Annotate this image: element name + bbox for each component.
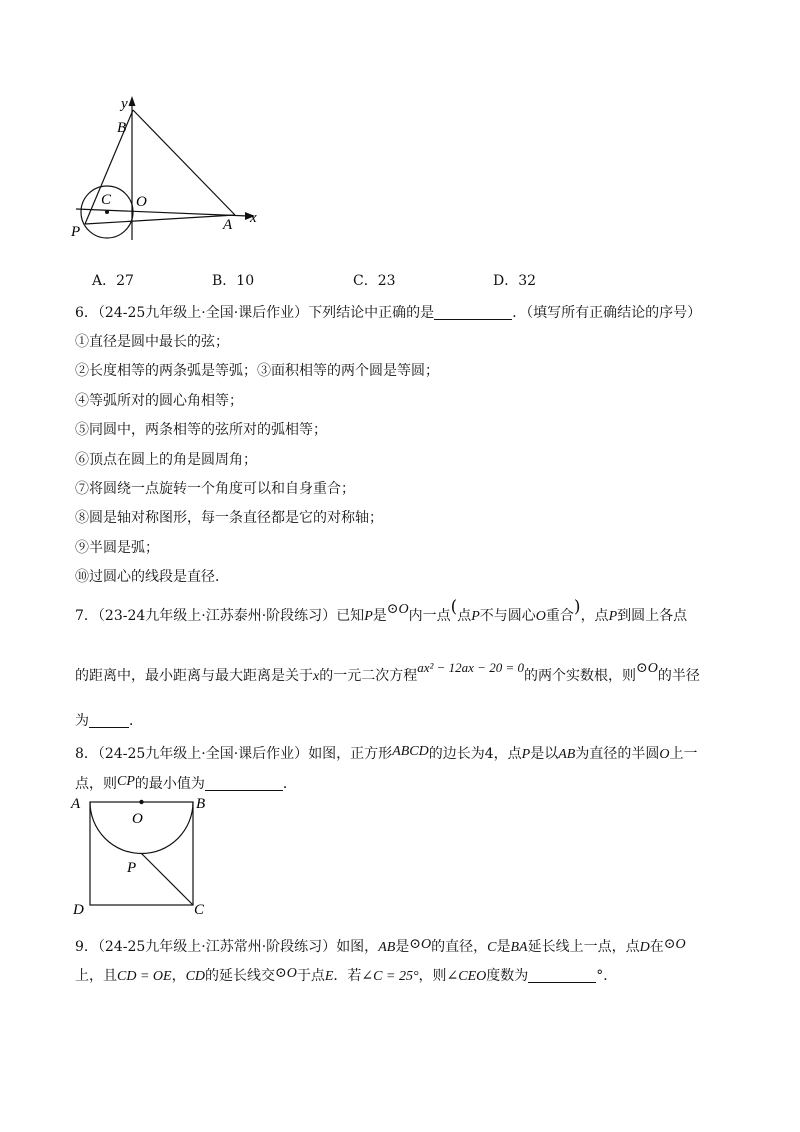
var-ba: BA bbox=[510, 940, 528, 955]
text: 点，则 bbox=[75, 776, 117, 792]
text: 不与圆心 bbox=[479, 608, 536, 624]
coordinate-figure bbox=[60, 92, 270, 242]
label-a: A bbox=[71, 796, 81, 812]
text: 为直径的半圆 bbox=[575, 746, 660, 762]
var-p: P bbox=[608, 609, 618, 624]
q7-line-3 bbox=[75, 712, 143, 730]
var-cp: CP bbox=[117, 774, 135, 789]
text: 上，且 bbox=[75, 968, 117, 984]
var-abcd: ABCD bbox=[392, 744, 429, 759]
circle-o-symbol: ⊙O bbox=[663, 937, 686, 952]
text: 是 bbox=[496, 939, 511, 955]
text: ，点 bbox=[580, 608, 609, 624]
paren-right: ) bbox=[573, 597, 581, 617]
text: ．若 bbox=[333, 968, 362, 984]
var-cd: CD bbox=[185, 969, 206, 984]
q6-item: ⑨半圆是弧； bbox=[75, 540, 159, 556]
angle-ceo: ∠CEO bbox=[446, 969, 487, 984]
q9-line-1 bbox=[75, 938, 686, 957]
square-semicircle-figure bbox=[66, 792, 216, 922]
var-o: O bbox=[659, 747, 670, 762]
equation: ax² − 12ax − 20 = 0 bbox=[417, 660, 524, 675]
label-p: P bbox=[127, 860, 137, 876]
text: 延长线上一点，点 bbox=[527, 939, 640, 955]
text: 内一点 bbox=[408, 608, 451, 624]
text: 的距离中，最小距离与最大距离是关于 bbox=[75, 668, 313, 684]
text: °． bbox=[596, 968, 618, 984]
var-x: x bbox=[313, 669, 320, 684]
text: ，则 bbox=[418, 968, 447, 984]
var-o: O bbox=[535, 609, 546, 624]
text: 是 bbox=[395, 939, 410, 955]
option-c[interactable]: C．23 bbox=[353, 273, 396, 289]
q7-number: 7． bbox=[75, 608, 98, 624]
option-a[interactable]: A．27 bbox=[92, 273, 134, 289]
q9-source: （24-25九年级上·江苏常州·阶段练习） bbox=[97, 939, 337, 955]
text: 是 bbox=[372, 608, 387, 624]
q7-line-1 bbox=[75, 597, 688, 626]
equation-cd-oe: CD = OE bbox=[117, 969, 172, 984]
label-c: C bbox=[194, 902, 205, 918]
label-a: A bbox=[223, 217, 233, 233]
text: 的半径 bbox=[657, 668, 700, 684]
text: 度数为 bbox=[486, 968, 529, 984]
point-c bbox=[105, 210, 109, 214]
text: 的两个实数根，则 bbox=[523, 668, 636, 684]
q9-answer-blank[interactable] bbox=[528, 968, 596, 983]
q9-number: 9． bbox=[75, 939, 98, 955]
text: 的边长为 bbox=[428, 746, 485, 762]
text: 重合 bbox=[545, 608, 574, 624]
var-d: D bbox=[639, 940, 650, 955]
label-b: B bbox=[117, 120, 127, 136]
var-ab: AB bbox=[558, 747, 576, 762]
q7-source: （23-24九年级上·江苏泰州·阶段练习） bbox=[97, 608, 337, 624]
label-b: B bbox=[196, 796, 206, 812]
x-axis bbox=[76, 209, 248, 216]
q6-stem-text: 下列结论中正确的是 bbox=[308, 305, 435, 321]
label-x: x bbox=[250, 210, 257, 226]
text: 上一 bbox=[669, 746, 698, 762]
q6-item: ⑩过圆心的线段是直径． bbox=[75, 569, 229, 585]
q6-item: ⑤同圆中，两条相等的弦所对的弧相等； bbox=[75, 422, 327, 438]
text: 的一元二次方程 bbox=[319, 668, 418, 684]
text: 已知 bbox=[336, 608, 365, 624]
option-d[interactable]: D．32 bbox=[493, 273, 537, 289]
text: 点 bbox=[457, 608, 472, 624]
text: ． bbox=[129, 713, 143, 729]
y-axis-arrow bbox=[129, 96, 136, 106]
q6-answer-blank[interactable] bbox=[434, 305, 512, 320]
q8-source: （24-25九年级上·全国·课后作业） bbox=[97, 746, 309, 762]
text: 如图，正方形 bbox=[308, 746, 393, 762]
q6-item: ⑥顶点在圆上的角是圆周角； bbox=[75, 452, 257, 468]
var-p: P bbox=[471, 609, 480, 624]
circle-o-symbol: ⊙O bbox=[386, 602, 409, 617]
text: 为 bbox=[75, 713, 89, 729]
q7-line-2 bbox=[75, 660, 700, 686]
text: 于点 bbox=[296, 968, 325, 984]
var-c: C bbox=[487, 940, 497, 955]
text: 在 bbox=[649, 939, 664, 955]
label-d: D bbox=[73, 902, 84, 918]
q6-item: ①直径是圆中最长的弦； bbox=[75, 334, 229, 350]
paren-left: ( bbox=[450, 597, 458, 617]
var-p: P bbox=[521, 747, 531, 762]
segment-pa bbox=[85, 215, 235, 224]
option-b[interactable]: B．10 bbox=[212, 273, 255, 289]
text: 的最小值为 bbox=[134, 776, 205, 792]
q6-item: ⑦将圆绕一点旋转一个角度可以和自身重合； bbox=[75, 481, 355, 497]
q6-item: ⑧圆是轴对称图形，每一条直径都是它的对称轴； bbox=[75, 510, 383, 526]
label-p: P bbox=[71, 224, 81, 240]
text: ，点 bbox=[493, 746, 522, 762]
q6-item: ④等弧所对的圆心角相等； bbox=[75, 393, 243, 409]
label-y: y bbox=[121, 96, 128, 112]
q6-stem-hint: ．（填写所有正确结论的序号） bbox=[512, 305, 702, 321]
circle-o-symbol: ⊙O bbox=[409, 937, 432, 952]
text: 是以 bbox=[530, 746, 559, 762]
circle-o-symbol: ⊙O bbox=[635, 661, 658, 676]
point-o bbox=[139, 800, 143, 804]
angle-c: ∠C = 25° bbox=[361, 969, 419, 984]
text: 的直径， bbox=[431, 939, 488, 955]
text: 如图， bbox=[336, 939, 379, 955]
segment-pc bbox=[142, 854, 194, 906]
semicircle-o bbox=[90, 802, 193, 854]
q9-line-2 bbox=[75, 967, 617, 986]
segment-ba bbox=[133, 110, 235, 215]
var-e: E bbox=[324, 969, 334, 984]
text: 的延长线交 bbox=[205, 968, 276, 984]
label-c: C bbox=[101, 192, 112, 208]
q7-answer-blank[interactable] bbox=[89, 713, 129, 728]
text: 到圆上各点 bbox=[617, 608, 688, 624]
q6-source: （24-25九年级上·全国·课后作业） bbox=[97, 305, 309, 321]
text: ． bbox=[282, 776, 297, 792]
var-ab: AB bbox=[378, 940, 396, 955]
var-p: P bbox=[364, 609, 373, 624]
q6-stem bbox=[75, 304, 701, 322]
label-o: O bbox=[132, 811, 143, 827]
q8-line-1 bbox=[75, 745, 697, 764]
q6-item: ②长度相等的两条弧是等弧；③面积相等的两个圆是等圆； bbox=[75, 363, 439, 379]
text: ， bbox=[171, 968, 186, 984]
q6-number: 6． bbox=[75, 305, 98, 321]
label-o: O bbox=[136, 194, 147, 210]
number-four: 4 bbox=[484, 746, 494, 762]
q8-number: 8． bbox=[75, 746, 98, 762]
circle-o-symbol: ⊙O bbox=[275, 966, 297, 981]
q8-answer-blank[interactable] bbox=[205, 776, 283, 791]
